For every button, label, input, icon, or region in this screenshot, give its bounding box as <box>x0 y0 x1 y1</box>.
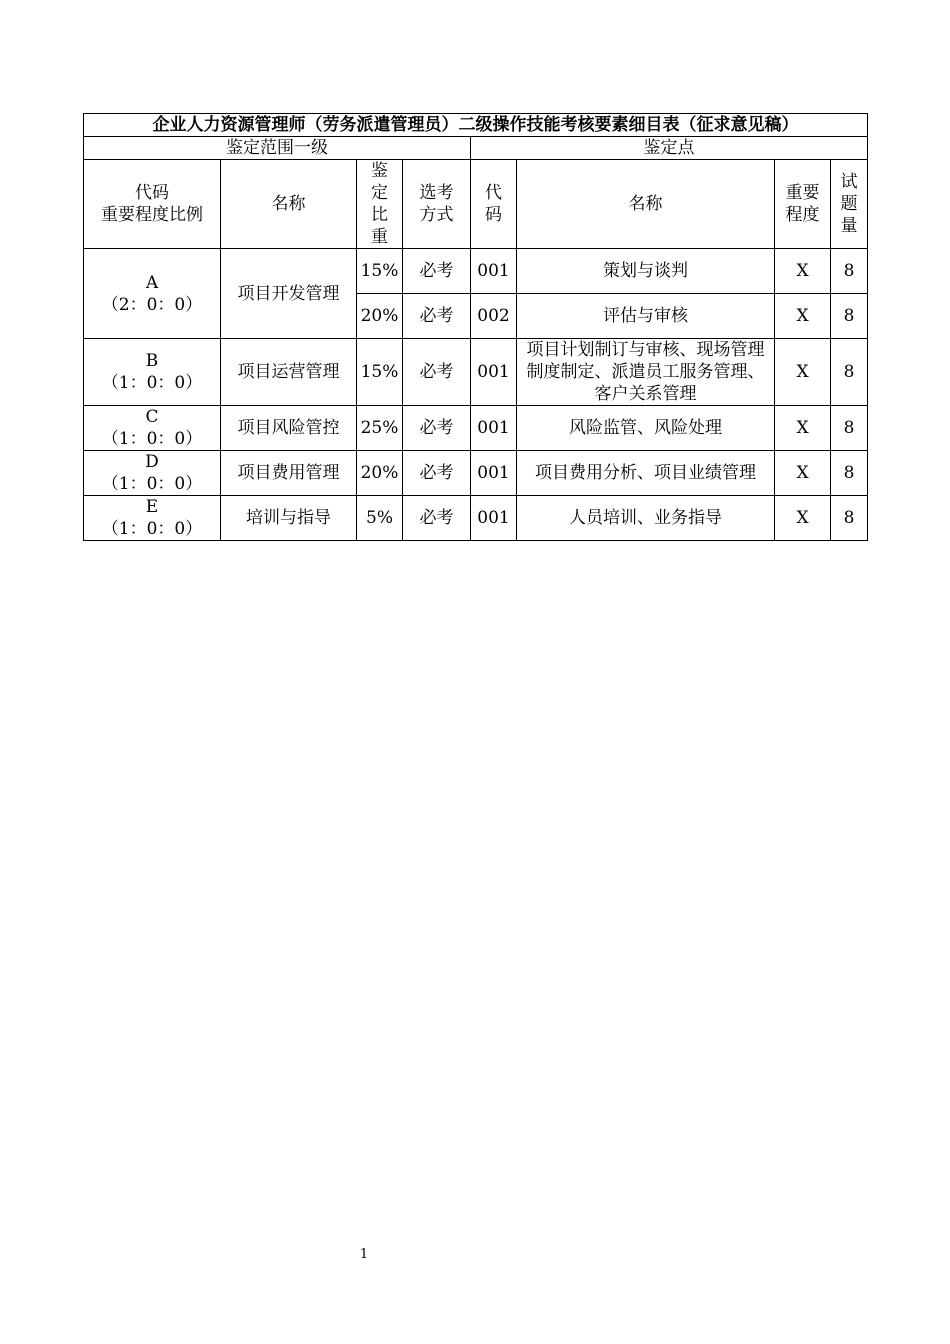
point-importance: X <box>775 339 831 406</box>
row-code: B <box>145 351 159 371</box>
count-header: 试 题 量 <box>831 160 868 249</box>
point-importance: X <box>775 249 831 294</box>
point-method: 必考 <box>403 249 471 294</box>
ratio-header: 重要程度比例 <box>101 205 203 225</box>
row-code-cell <box>84 451 221 496</box>
method-header: 选考 方式 <box>403 160 471 249</box>
page-number: 1 <box>359 1247 369 1262</box>
table-row <box>84 339 868 406</box>
row-ratio: （1：0：0） <box>101 474 203 494</box>
row-ratio: （1：0：0） <box>101 519 203 539</box>
row-name: 项目开发管理 <box>221 249 357 339</box>
point-weight: 15% <box>357 249 403 294</box>
point-importance: X <box>775 294 831 339</box>
scope-name-header: 名称 <box>221 160 357 249</box>
row-ratio: （2：0：0） <box>101 294 203 315</box>
point-weight: 5% <box>357 496 403 541</box>
code-ratio-header <box>84 160 221 249</box>
row-code: E <box>145 497 159 517</box>
point-method: 必考 <box>403 451 471 496</box>
scope-group-header: 鉴定范围一级 <box>84 137 471 160</box>
point-code: 002 <box>471 294 517 339</box>
point-name: 人员培训、业务指导 <box>517 496 775 541</box>
point-method: 必考 <box>403 339 471 406</box>
point-name: 评估与审核 <box>517 294 775 339</box>
row-ratio: （1：0：0） <box>101 373 203 393</box>
point-code: 001 <box>471 406 517 451</box>
point-method: 必考 <box>403 294 471 339</box>
row-name: 项目风险管控 <box>221 406 357 451</box>
point-importance: X <box>775 451 831 496</box>
row-name: 培训与指导 <box>221 496 357 541</box>
point-code: 001 <box>471 249 517 294</box>
point-name: 策划与谈判 <box>517 249 775 294</box>
point-count: 8 <box>831 249 868 294</box>
table-row <box>84 496 868 541</box>
row-code: C <box>145 407 159 427</box>
point-method: 必考 <box>403 406 471 451</box>
table-row <box>84 249 868 294</box>
importance-header: 重要 程度 <box>775 160 831 249</box>
table-row <box>84 406 868 451</box>
point-importance: X <box>775 406 831 451</box>
point-code: 001 <box>471 339 517 406</box>
point-count: 8 <box>831 496 868 541</box>
row-code-cell <box>84 249 221 339</box>
point-code-header: 代 码 <box>471 160 517 249</box>
row-name: 项目运营管理 <box>221 339 357 406</box>
point-method: 必考 <box>403 496 471 541</box>
point-count: 8 <box>831 294 868 339</box>
point-weight: 20% <box>357 451 403 496</box>
point-name: 项目计划制订与审核、现场管理制度制定、派遣员工服务管理、客户关系管理 <box>517 339 775 406</box>
point-code: 001 <box>471 496 517 541</box>
row-code-cell <box>84 496 221 541</box>
row-name: 项目费用管理 <box>221 451 357 496</box>
row-code: D <box>145 452 159 472</box>
point-count: 8 <box>831 339 868 406</box>
point-weight: 20% <box>357 294 403 339</box>
code-header: 代码 <box>135 183 169 203</box>
assessment-elements-table <box>83 113 868 541</box>
row-ratio: （1：0：0） <box>101 429 203 449</box>
row-code-cell <box>84 339 221 406</box>
point-code: 001 <box>471 451 517 496</box>
point-count: 8 <box>831 406 868 451</box>
point-count: 8 <box>831 451 868 496</box>
row-code-cell <box>84 406 221 451</box>
table-title: 企业人力资源管理师（劳务派遣管理员）二级操作技能考核要素细目表（征求意见稿） <box>84 114 868 137</box>
point-weight: 25% <box>357 406 403 451</box>
point-name-header: 名称 <box>517 160 775 249</box>
table-row <box>84 451 868 496</box>
row-code: A <box>145 272 159 293</box>
point-name: 项目费用分析、项目业绩管理 <box>517 451 775 496</box>
point-importance: X <box>775 496 831 541</box>
point-weight: 15% <box>357 339 403 406</box>
points-group-header: 鉴定点 <box>471 137 868 160</box>
weight-header: 鉴 定 比 重 <box>357 160 403 249</box>
point-name: 风险监管、风险处理 <box>517 406 775 451</box>
